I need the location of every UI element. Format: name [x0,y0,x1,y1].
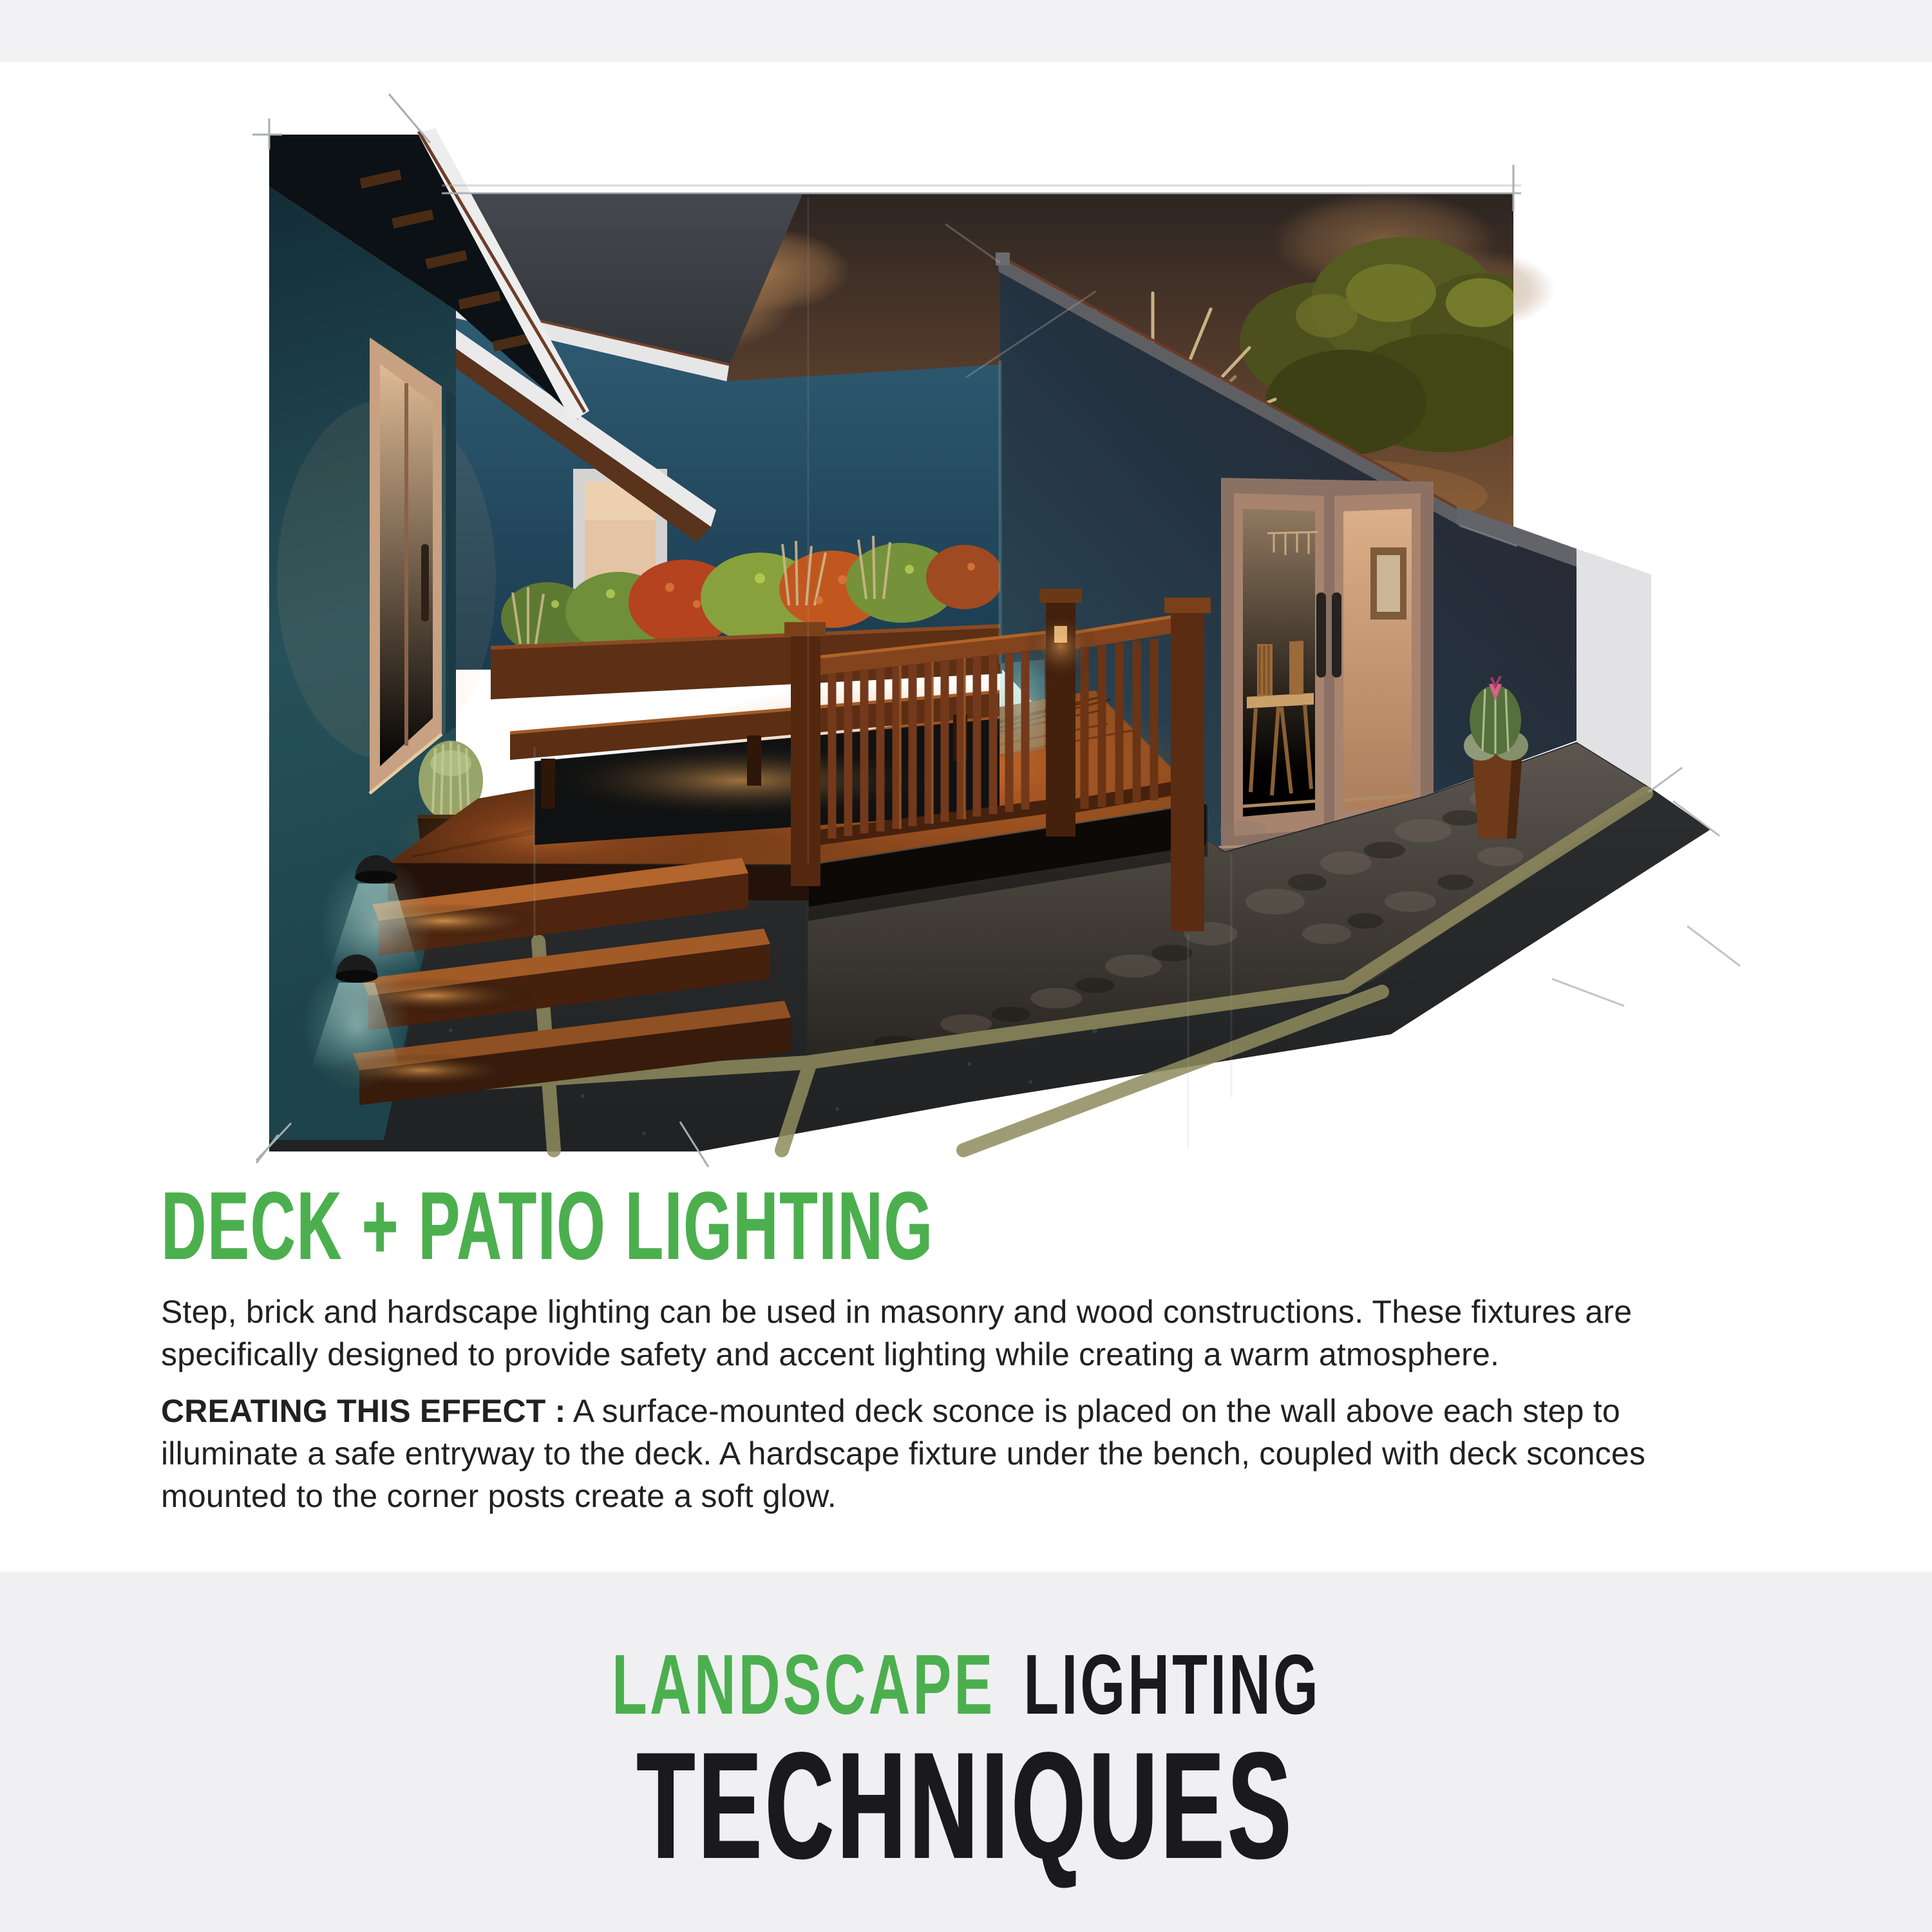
intro-paragraph: Step, brick and hardscape lighting can be used in masonry and wood constructions. These fixtures are specifically designed to provide safety and accent lighting while creating a warm atmosphere. [161,1294,1633,1372]
railing-post [1171,612,1204,931]
door-handle-left [1316,592,1326,677]
brand-word [0,1718,1932,1893]
door-handle-right [1332,592,1341,677]
section-title-text: DECK + PATIO LIGHTING [161,1171,934,1280]
section-title [161,1171,1771,1280]
creating-effect-label: CREATING THIS EFFECT : [161,1393,566,1429]
brand-landscape: LANDSCAPE [611,1637,995,1732]
effect-paragraph: CREATING THIS EFFECT : A surface-mounted deck sconce is placed on the wall above each step to illuminate a safe entryway to the deck. A hardscape fixture under the bench, coupled with deck sconces mounted to the corner posts create a soft glow. [161,1393,1646,1514]
brand-techniques: TECHNIQUES [637,1721,1295,1891]
brand-lighting: LIGHTING [1023,1637,1321,1732]
railing-post [791,635,820,886]
